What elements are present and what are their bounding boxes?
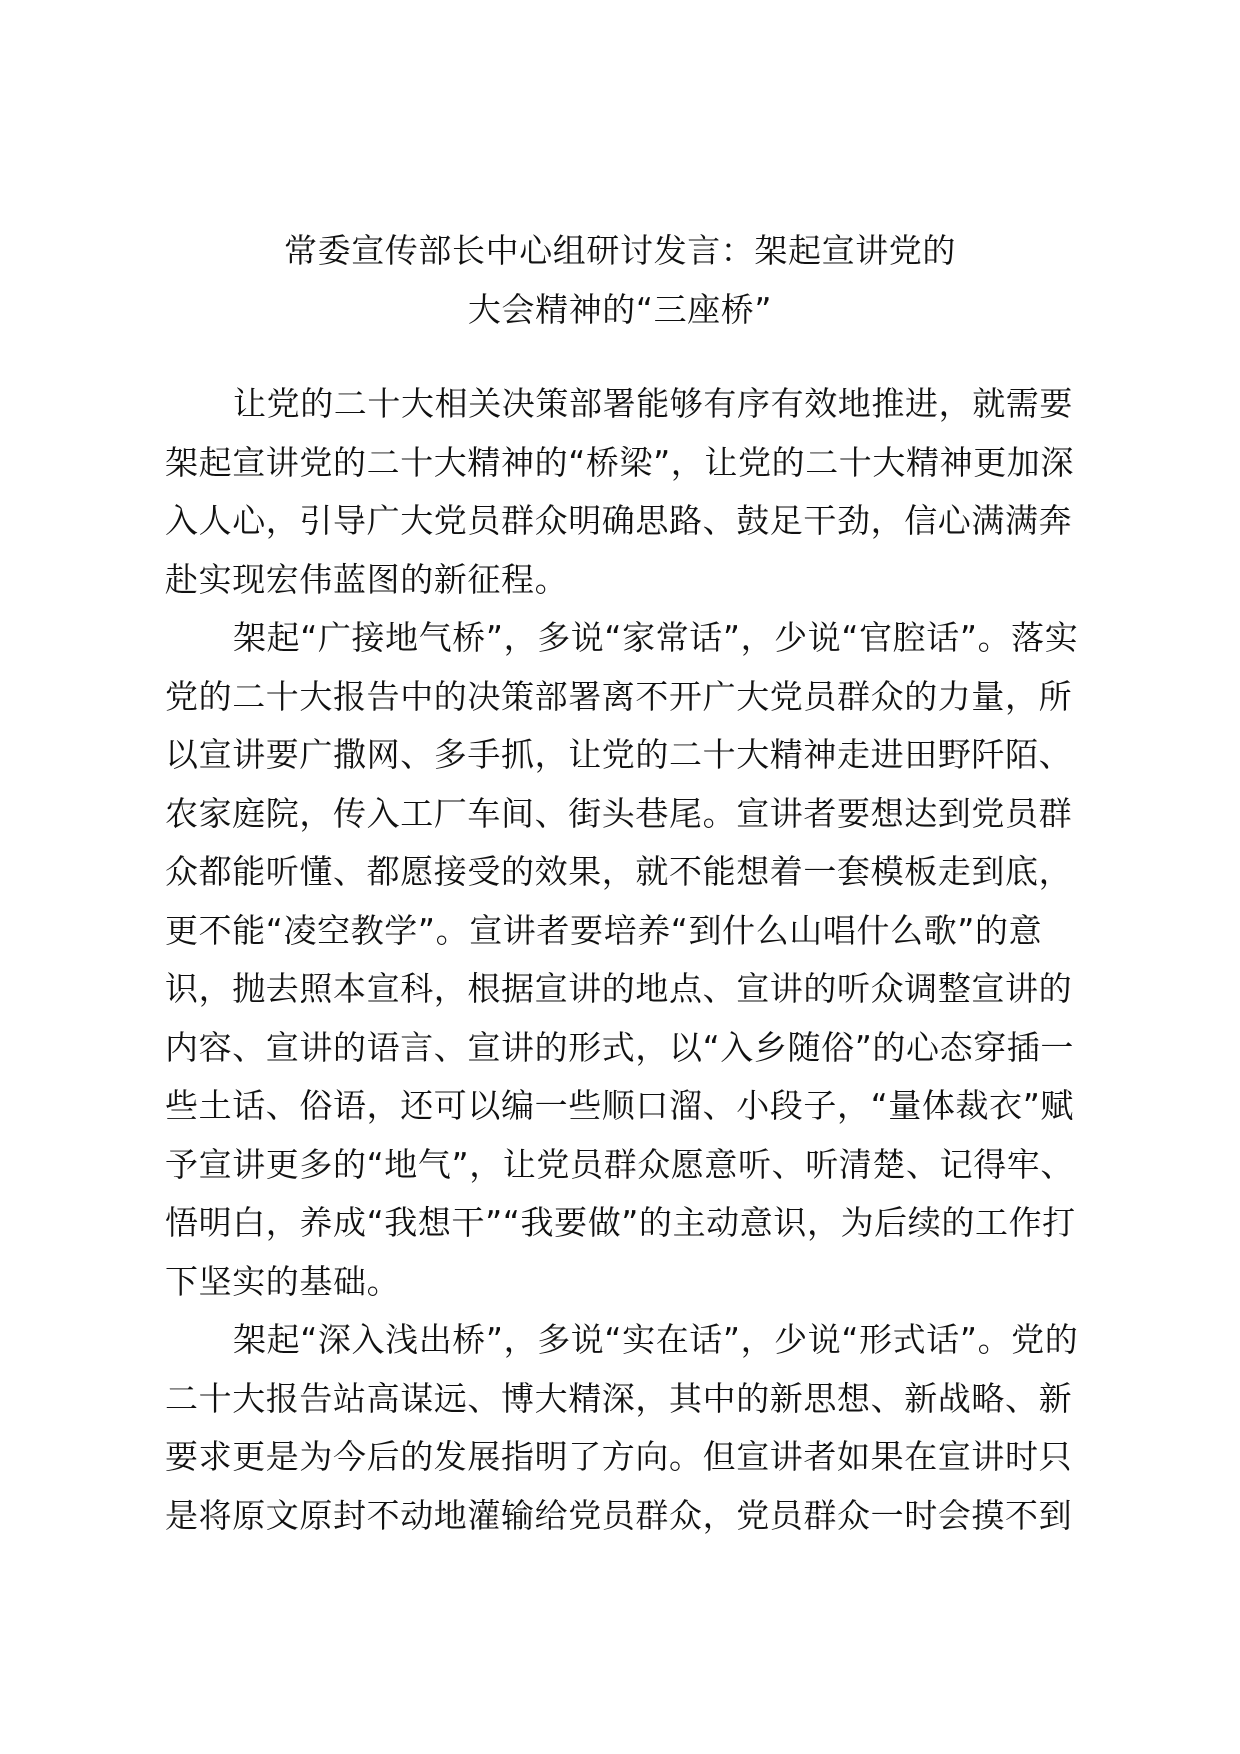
document-title: [150, 222, 1090, 339]
text-line: 以宣讲要广撒网、多手抓，让党的二十大精神走进田野阡陌、: [165, 735, 1073, 774]
text-line: 予宣讲更多的“地气”，让党员群众愿意听、听清楚、记得牢、: [165, 1144, 1074, 1184]
text-line: 让党的二十大相关决策部署能够有序有效地推进，就需要: [233, 384, 1073, 423]
text-line: 悟明白，养成“我想干”“我要做”的主动意识，为后续的工作打: [165, 1203, 1076, 1242]
paragraph-bridge-one: [165, 609, 1079, 1311]
text-line: 内容、宣讲的语言、宣讲的形式，以“入乡随俗”的心态穿插一: [165, 1027, 1074, 1067]
document-body: [165, 375, 1079, 1545]
text-line: 众都能听懂、都愿接受的效果，就不能想着一套模板走到底，: [165, 852, 1073, 891]
text-line: 些土话、俗语，还可以编一些顺口溜、小段子，“量体裁衣”赋: [165, 1086, 1074, 1125]
text-line: 入人心，引导广大党员群众明确思路、鼓足干劲，信心满满奔: [165, 501, 1073, 540]
title-line: 大会精神的“三座桥”: [467, 289, 773, 329]
text-line: 二十大报告站高谋远、博大精深，其中的新思想、新战略、新: [165, 1378, 1073, 1418]
text-line: 架起宣讲党的二十大精神的“桥梁”，让党的二十大精神更加深: [165, 442, 1074, 482]
text-line: 赴实现宏伟蓝图的新征程。: [165, 559, 569, 599]
text-line: 更不能“凌空教学”。宣讲者要培养“到什么山唱什么歌”的意: [165, 910, 1043, 950]
text-line: 下坚实的基础。: [165, 1261, 401, 1301]
text-line: 架起“深入浅出桥”，多说“实在话”，少说“形式话”。党的: [233, 1320, 1079, 1359]
text-line: 农家庭院，传入工厂车间、街头巷尾。宣讲者要想达到党员群: [165, 793, 1073, 833]
text-line: 党的二十大报告中的决策部署离不开广大党员群众的力量，所: [165, 676, 1073, 716]
text-line: 识，抛去照本宣科，根据宣讲的地点、宣讲的听众调整宣讲的: [165, 969, 1073, 1008]
text-line: 架起“广接地气桥”，多说“家常话”，少说“官腔话”。落实: [233, 618, 1079, 657]
text-line: 要求更是为今后的发展指明了方向。但宣讲者如果在宣讲时只: [165, 1437, 1073, 1476]
paragraph-intro: [165, 375, 1075, 609]
text-line: 是将原文原封不动地灌输给党员群众，党员群众一时会摸不到: [165, 1495, 1073, 1535]
title-line: 常委宣传部长中心组研讨发言：架起宣讲党的: [284, 231, 956, 270]
paragraph-bridge-two: [165, 1311, 1079, 1545]
